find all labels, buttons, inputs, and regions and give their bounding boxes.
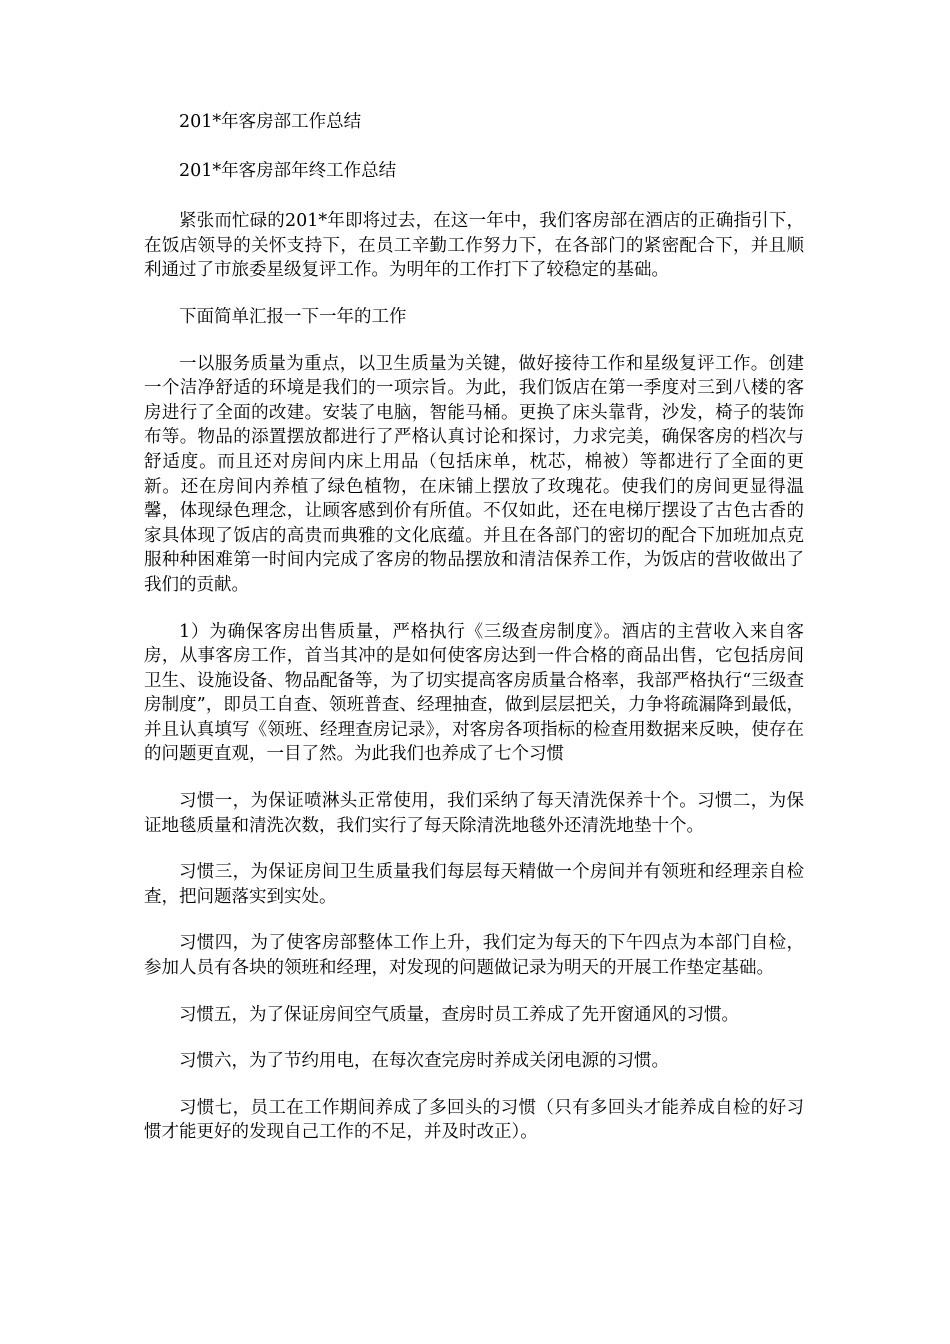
paragraph-inspection-system: 1）为确保客房出售质量，严格执行《三级查房制度》。酒店的主营收入来自客房，从事客房工作，首当其冲的是如何使客房达到一件合格的商品出售，它包括房间卫生、设施设备、物品配备等，为了切实提高客房质量合格率，我部严格执行“三级查房制度”，即员工自查、领班普查、经理抽查，做到层层把关，力争将疏漏降到最低，并且认真填写《领班、经理查房记录》，对客房各项指标的检查用数据来反映，使存在的问题更直观，一目了然。为此我们也养成了七个习惯 [144,621,804,765]
paragraph-summary-lead: 下面简单汇报一下一年的工作 [179,306,407,327]
paragraph-habit-6: 习惯六，为了节约用电，在每次查完房时养成关闭电源的习惯。 [179,1051,669,1072]
document-subtitle: 201*年客房部年终工作总结 [179,160,397,181]
paragraph-habit-7: 习惯七，员工在工作期间养成了多回头的习惯（只有多回头才能养成自检的好习惯才能更好的发现自己工作的不足，并及时改正）。 [144,1097,804,1143]
paragraph-service-quality: 一以服务质量为重点，以卫生质量为关键，做好接待工作和星级复评工作。创建一个洁净舒适的环境是我们的一项宗旨。为此，我们饭店在第一季度对三到八楼的客房进行了全面的改建。安装了电脑，智能马桶。更换了床头靠背，沙发，椅子的装饰布等。物品的添置摆放都进行了严格认真讨论和探讨，力求完美，确保客房的档次与舒适度。而且还对房间内床上用品（包括床单，枕芯，棉被）等都进行了全面的更新。还在房间内养植了绿色植物，在床铺上摆放了玫瑰花。使我们的房间更显得温馨，体现绿色理念，让顾客感到价有所值。不仅如此，还在电梯厅摆设了古色古香的家具体现了饭店的高贵而典雅的文化底蕴。并且在各部门的密切的配合下加班加点克服种种困难第一时间内完成了客房的物品摆放和清洁保养工作，为饭店的营收做出了我们的贡献。 [144,353,804,595]
paragraph-habit-1-2: 习惯一，为保证喷淋头正常使用，我们采纳了每天清洗保养十个。习惯二，为保证地毯质量和清洗次数，我们实行了每天除清洗地毯外还清洗地垫十个。 [144,791,804,836]
paragraph-habit-3: 习惯三，为保证房间卫生质量我们每层每天精做一个房间并有领班和经理亲自检查，把问题落实到实处。 [144,862,804,907]
paragraph-habit-5: 习惯五，为了保证房间空气质量，查房时员工养成了先开窗通风的习惯。 [179,1004,739,1025]
document-title: 201*年客房部工作总结 [179,112,362,132]
document-body [144,110,804,1167]
paragraph-intro: 紧张而忙碌的201*年即将过去，在这一年中，我们客房部在酒店的正确指引下，在饭店领导的关怀支持下，在员工辛勤工作努力下，在各部门的紧密配合下，并且顺利通过了市旅委星级复评工作。为明年的工作打下了较稳定的基础。 [144,211,804,281]
paragraph-habit-4: 习惯四，为了使客房部整体工作上升，我们定为每天的下午四点为本部门自检，参加人员有各块的领班和经理，对发现的问题做记录为明天的开展工作垫定基础。 [144,933,804,979]
